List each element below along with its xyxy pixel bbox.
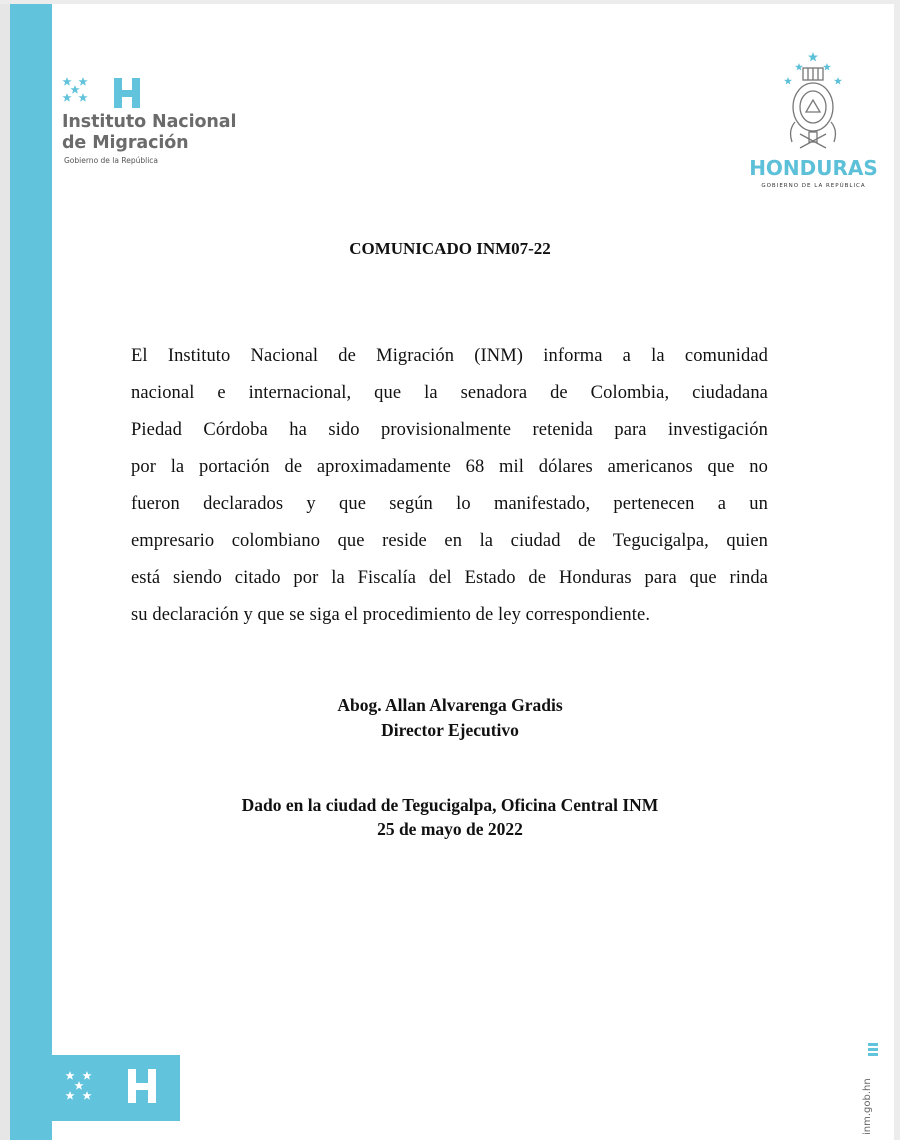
body-line: Piedad Córdoba ha sido provisionalmente retenida para investigación xyxy=(131,420,768,440)
body-line: su declaración y que se siga el procedimiento de ley correspondiente. xyxy=(131,605,651,625)
inm-logo-subtitle: Gobierno de la República xyxy=(64,156,159,165)
body-line: está siendo citado por la Fiscalía del Estado de Honduras para que rinda xyxy=(131,568,768,588)
body-line: El Instituto Nacional de Migración (INM) informa a la comunidad xyxy=(131,346,768,366)
coat-of-arms-icon xyxy=(740,50,885,155)
signature-role: Director Ejecutivo xyxy=(381,720,519,740)
footer-mini-h-icon xyxy=(867,1043,879,1057)
page-edge-left xyxy=(0,0,10,1140)
footer-url: inm.gob.hn xyxy=(862,1078,873,1135)
side-accent-bar xyxy=(10,4,52,1140)
page-edge-top xyxy=(0,0,900,4)
issue-place: Dado en la ciudad de Tegucigalpa, Oficina Central INM xyxy=(241,795,659,815)
honduras-logo-word: HONDURAS xyxy=(749,156,878,180)
signature-name: Abog. Allan Alvarenga Gradis xyxy=(337,695,563,715)
inm-logo-name xyxy=(62,112,236,154)
inm-logo-line2: de Migración xyxy=(62,133,189,153)
footer-stars-h-icon xyxy=(52,1055,180,1121)
honduras-logo-subtitle: GOBIERNO DE LA REPÚBLICA xyxy=(761,183,866,189)
body-line: por la portación de aproximadamente 68 mil dólares americanos que no xyxy=(131,457,768,477)
inm-stars-h-icon xyxy=(62,76,152,112)
body-line: nacional e internacional, que la senadora de Colombia, ciudadana xyxy=(131,383,768,403)
body-line: empresario colombiano que reside en la ciudad de Tegucigalpa, quien xyxy=(131,531,768,551)
honduras-logo xyxy=(740,50,885,195)
document-body xyxy=(131,338,768,634)
inm-logo xyxy=(62,76,282,176)
footer-logo-block xyxy=(52,1055,180,1121)
document-title: COMUNICADO INM07-22 xyxy=(349,239,551,258)
body-line: fueron declarados y que según lo manifestado, pertenecen a un xyxy=(131,494,768,514)
issue-date: 25 de mayo de 2022 xyxy=(377,819,523,839)
inm-logo-line1: Instituto Nacional xyxy=(62,112,237,132)
page-edge-right xyxy=(894,0,900,1140)
